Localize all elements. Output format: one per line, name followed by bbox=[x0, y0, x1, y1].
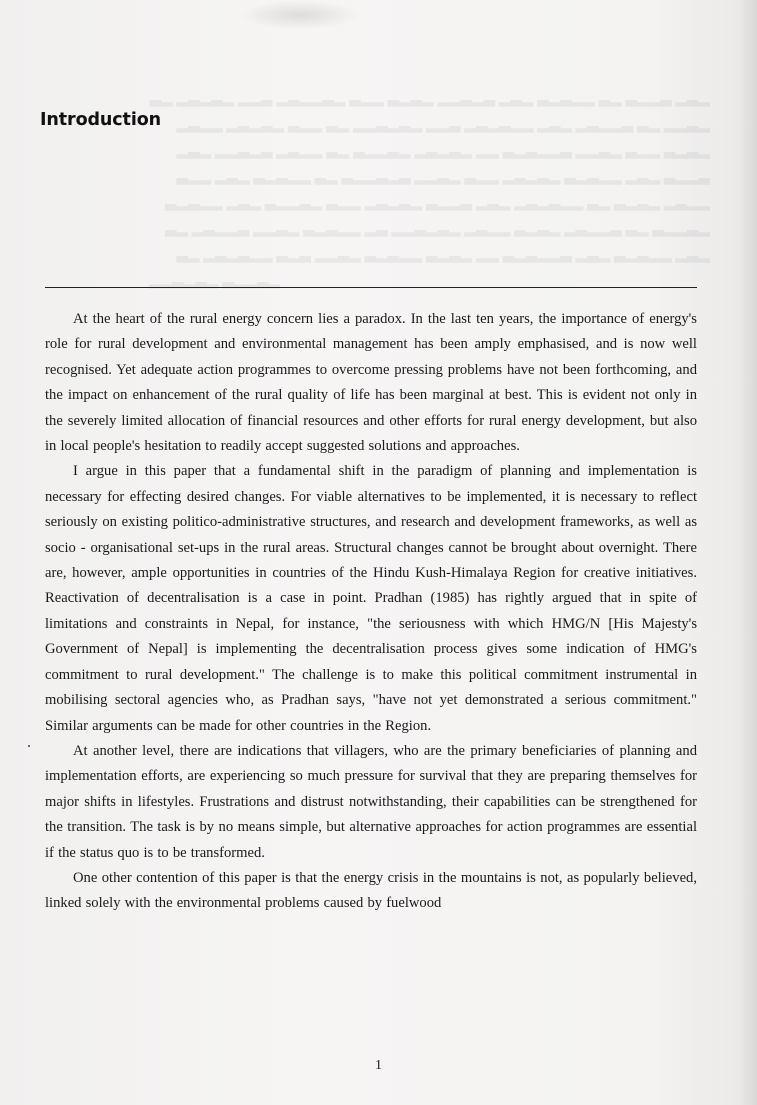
page-edge-shadow bbox=[739, 0, 757, 1105]
horizontal-rule bbox=[45, 287, 697, 288]
paragraph: At the heart of the rural energy concern lies a paradox. In the last ten years, the importance of energy's role for rural development and environmental management has been amply emphasised, and is now well recognised. Yet adequate action programmes to overcome pressing problems have not been forthcoming, and the impact on enhancement of the rural quality of life has been marginal at best. This is evident not only in the severely limited allocation of financial resources and other efforts for rural energy development, but also in local people's hesitation to readily accept suggested solutions and approaches. bbox=[45, 311, 697, 455]
show-through-smudge bbox=[240, 0, 360, 30]
section-heading: Introduction bbox=[40, 110, 161, 130]
paragraph: I argue in this paper that a fundamental shift in the paradigm of planning and implementation is necessary for effecting desired changes. For viable alternatives to be implemented, it is necessary to reflect seriously on existing politico-administrative structures, and research and development frameworks, as well as socio - organisational set-ups in the rural areas. Structural changes cannot be brought about overnight. There are, however, ample opportunities in countries of the Hindu Kush-Himalaya Region for creative initiatives. Reactivation of decentralisation is a case in point. Pradhan (1985) has rightly argued that in spite of limitations and constraints in Nepal, for instance, "the seriousness with which HMG/N [His Majesty's Government of Nepal] is implementing the decentralisation process gives some indication of HMG's commitment to rural development." The challenge is to make this political commitment instrumental in mobilising sectoral agencies who, as Pradhan says, "have not yet demonstrated a serious commitment." Similar arguments can be made for other countries in the Region. bbox=[45, 463, 697, 734]
paragraph: One other contention of this paper is that the energy crisis in the mountains is not, as popularly believed, linked solely with the environmental problems caused by fuelwood bbox=[45, 869, 697, 912]
body-text bbox=[45, 307, 697, 917]
show-through-line: ▂▃▂▂▃ ▂▃▂▃▂▂ bbox=[149, 273, 280, 289]
show-through-line: ▂▂▃▂ ▂▃▂▃ ▂▃ ▂▂▃▂▃▂ ▂▃▂ ▃▂▂▃ ▂▃▂▃▂ ▂▂▃ ▂▃▂▂▃ ▂▃▂ ▂▂▃▂▃ bbox=[164, 195, 710, 211]
show-through-line: ▂▃▂ ▂▂▃▂▃ ▂▃▂ ▃▂▂▃▂▃ ▂▂ ▂▃▂▃ ▂▂▃▂▃ ▂▃▂▂ ▃▂▃ ▂▂▃▂▃▂ ▂▃ bbox=[176, 247, 710, 263]
margin-mark bbox=[28, 745, 30, 747]
show-through-line: ▂▃▂▃ ▂▂▃ ▂▃▂▂ ▃▂▂▃▂▃ ▂▂ ▂▃▂▃▂ ▂▃▂▂▃ ▂▃ ▂▂▃▂ ▃▂▃▂▂ ▂▃▂ bbox=[176, 143, 710, 159]
show-through-line: ▂▃▂ ▃▂▂▃ ▂▃ ▂▂▃▂▃ ▂▃▂ ▃▂▃▂▂ ▂▃▂▃ ▂▂▃ ▂▃▂▂▃▂ ▃▂▂ ▂▃▂▃▂ ▂▃ bbox=[149, 91, 710, 107]
show-through-line: ▃▂▂▃ ▂▃▂ ▂▂▃▂▃ ▂▃▂▃▂ ▂▂▃ ▂▃▂▂ ▃▂▃▂▂▃ ▂▃ ▂▂▃▂▃ ▂▃▂ ▂▂▃ bbox=[176, 169, 710, 185]
show-through-line: ▂▃▂▂▃ ▂▃ ▃▂▂▃▂ ▂▃▂▃ ▂▂▃▂ ▂▃▂▃▂▂ ▃▂ ▂▂▃▂▃ ▂▃▂▂ ▃▂▂▃▂ ▂▃ bbox=[164, 221, 710, 237]
show-through-line: ▂▃▂▂ ▂▃ ▃▂▂▃▂ ▂▃▂ ▂▂▃▂▃▂ ▃▂▂ ▂▃▂▃▂▂ ▂▃ ▂▂▃ ▂▃▂▃▂ ▂▂▃▂ bbox=[176, 117, 710, 133]
paragraph: At another level, there are indications that villagers, who are the primary beneficiaries of planning and implementation efforts, are experiencing so much pressure for survival that they are preparing themselves for major shifts in lifestyles. Frustrations and distrust notwithstanding, their capabilities can be strengthened for the transition. The task is by no means simple, but alternative approaches for action programmes are essential if the status quo is to be transformed. bbox=[45, 742, 697, 861]
page-number: 1 bbox=[375, 1058, 382, 1073]
